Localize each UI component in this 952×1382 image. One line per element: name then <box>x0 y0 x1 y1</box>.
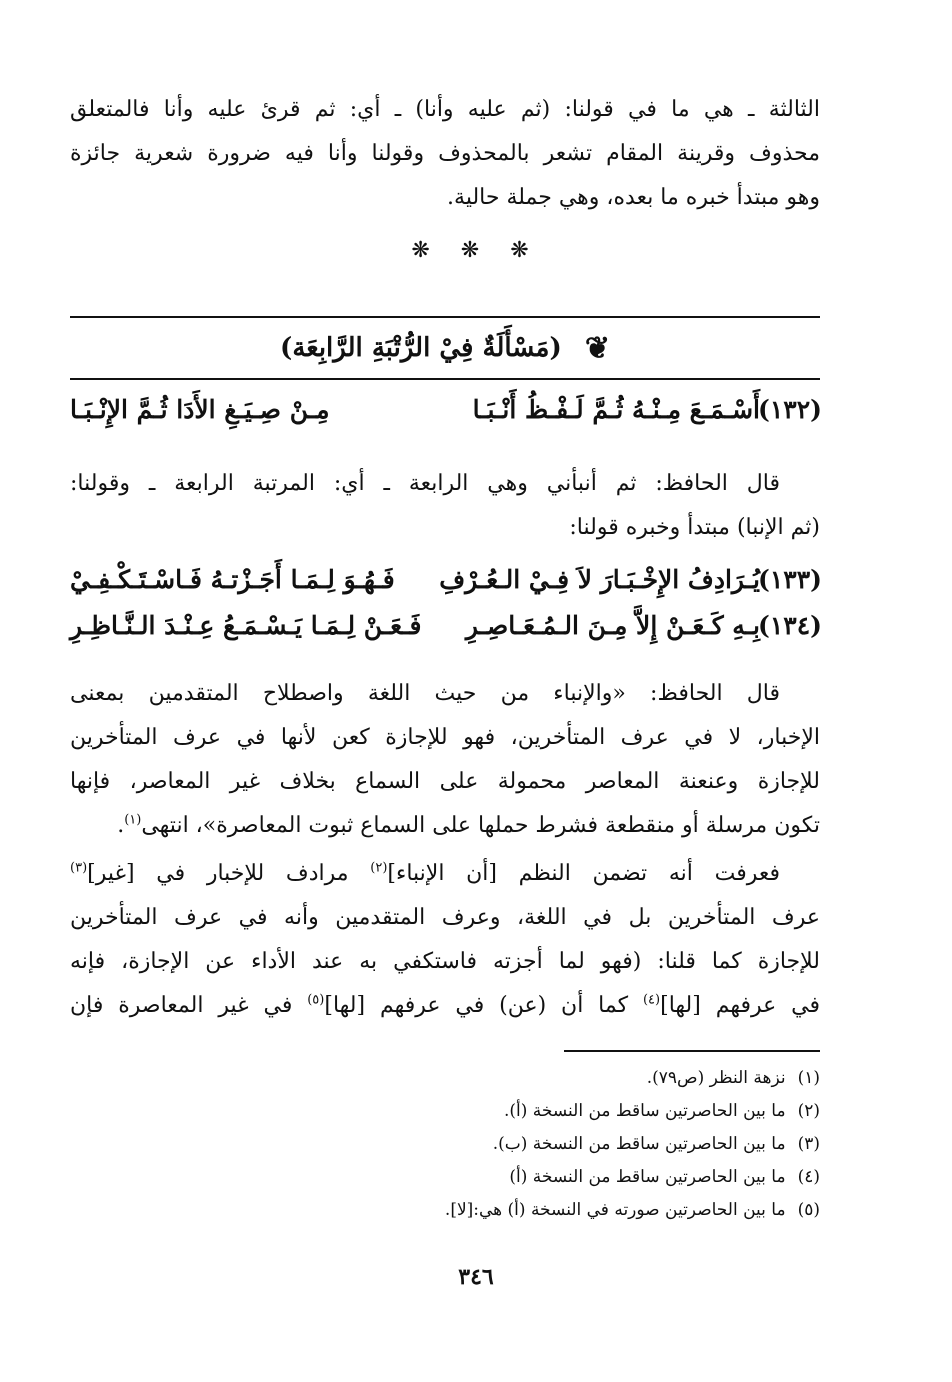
footnote-ref: (٢) <box>370 860 388 876</box>
footnote-item <box>220 1194 820 1227</box>
text-line: الإخبار، لا في عرف المتأخرين، فهو للإجازة كعن لأنها في عرف المتأخرين <box>70 725 820 750</box>
text-span: في عرفهم [لها] <box>660 993 820 1018</box>
text-line: عرف المتأخرين بل في اللغة، وعرف المتقدمين وأنه في عرف المتأخرين <box>70 905 820 930</box>
footnote-separator <box>564 1050 820 1052</box>
footnote-number: (٥) <box>797 1200 820 1220</box>
footnote-ref: (٤) <box>642 992 661 1008</box>
intro-paragraph <box>70 88 820 220</box>
footnote-item <box>220 1161 820 1194</box>
text-span: كما أن (عن) في عرفهم [لها] <box>324 993 643 1018</box>
footnote-ref: (٣) <box>70 860 88 876</box>
footnote-item <box>220 1095 820 1128</box>
footnote-item <box>220 1128 820 1161</box>
verse-hemistich-second: مِـنْ صِـيَـغِ الأَدَا ثُـمَّ الإِنْـبَـا <box>70 395 330 424</box>
footnote-ref: (٥) <box>307 992 325 1008</box>
footnote-number: (٤) <box>797 1167 820 1187</box>
text-span: مرادف للإخبار في [غير] <box>87 861 371 886</box>
text-line: الثالثة ـ هي ما في قولنا: (ثم عليه وأنا) ـ أي: ثم قرئ عليه وأنا فالمتعلق <box>70 97 820 122</box>
footnote-text: ما بين الحاصرتين ساقط من النسخة (أ). <box>503 1101 786 1121</box>
heading-top-rule <box>70 316 820 318</box>
verse-hemistich-first: بِـهِ كَـعَـنْ إِلاَّ مِـنَ الـمُـعَـاصِـرِ <box>465 611 760 640</box>
verse-hemistich-second: فَـهُـوَ لِـمَـا أَجَـزْتـهُ فَـاسْـتَـكْـفِـيْ <box>70 565 395 594</box>
text-line: للإجازة كما قلنا: (فهو لما أجزته فاستكفي به عند الأداء عن الإجازة، فإنه <box>70 949 820 974</box>
text-span: في غير المعاصرة فإن <box>70 993 308 1018</box>
footnote-ref: (١) <box>124 812 142 828</box>
footnote-text: ما بين الحاصرتين ساقط من النسخة (ب). <box>492 1134 786 1154</box>
text-line: للإجازة وعنعنة المعاصر محمولة على السماع بخلاف غير المعاصر، فإنها <box>70 769 820 794</box>
text-line: وهو مبتدأ خبره ما بعده، وهي جملة حالية. <box>447 185 820 210</box>
footnote-number: (١) <box>797 1068 820 1088</box>
commentary-paragraph <box>70 462 820 550</box>
heading-bottom-rule <box>70 378 820 380</box>
footnote-number: (٣) <box>797 1134 820 1154</box>
section-heading-title: (مَسْأَلَةٌ فِيْ الرُّتْبَةِ الرَّابِعَة) <box>280 333 562 363</box>
verse-hemistich-first: يُـرَادِفُ الإِخْـبَـارَ لاَ فِـيْ الـعُـرْفِ <box>439 565 760 594</box>
text-line <box>70 984 820 1028</box>
page-number: ٣٤٦ <box>458 1264 494 1290</box>
text-line <box>70 852 820 896</box>
text-line: (ثم الإنبا) مبتدأ وخبره قولنا: <box>569 515 820 540</box>
verse-hemistich-first: أَسْـمَـعَ مِـنْـهُ ثُـمَّ لَـفْـظُ أَنْـبَـا <box>472 395 760 424</box>
verse-number: (١٣٤) <box>758 611 822 640</box>
text-line: تكون مرسلة أو منقطعة فشرط حملها على السماع ثبوت المعاصرة»، انتهى$^{(١)}$. <box>117 812 820 838</box>
text-span: تكون مرسلة أو منقطعة فشرط حملها على السماع ثبوت المعاصرة»، انتهى <box>141 813 820 838</box>
footnote-text: ما بين الحاصرتين صورته في النسخة (أ) هي:[لا]. <box>444 1200 786 1220</box>
verse-line <box>70 558 822 602</box>
verse-line <box>70 604 822 648</box>
commentary-paragraph <box>70 672 820 848</box>
verse-number: (١٣٢) <box>758 395 822 424</box>
footnote-text: نزهة النظر (ص٧٩). <box>646 1068 786 1088</box>
section-separator: ❋ ❋ ❋ <box>411 238 541 263</box>
text-span: فعرفت أنه تضمن النظم [أن الإنباء] <box>387 861 780 886</box>
footnote-number: (٢) <box>797 1101 820 1121</box>
footnote-item <box>220 1062 820 1095</box>
footnote-text: ما بين الحاصرتين ساقط من النسخة (أ) <box>509 1167 786 1187</box>
verse-number: (١٣٣) <box>758 565 822 594</box>
palm-ornament-icon: ❦ <box>584 331 610 366</box>
verse-hemistich-second: فَـعَـنْ لِـمَـا يَـسْـمَـعُ عِـنْـدَ الـنَّـاظِـرِ <box>70 611 422 640</box>
text-line: قال الحافظ: ثم أنبأني وهي الرابعة ـ أي: المرتبة الرابعة ـ وقولنا: <box>70 471 780 496</box>
verse-line <box>70 388 822 432</box>
footnotes <box>220 1062 820 1227</box>
commentary-paragraph <box>70 852 820 1028</box>
text-line: محذوف وقرينة المقام تشعر بالمحذوف وقولنا وأنا فيه ضرورة شعرية جائزة <box>70 141 820 166</box>
section-heading <box>70 322 820 374</box>
text-line: قال الحافظ: «والإنباء من حيث اللغة واصطلاح المتقدمين بمعنى <box>70 681 780 706</box>
